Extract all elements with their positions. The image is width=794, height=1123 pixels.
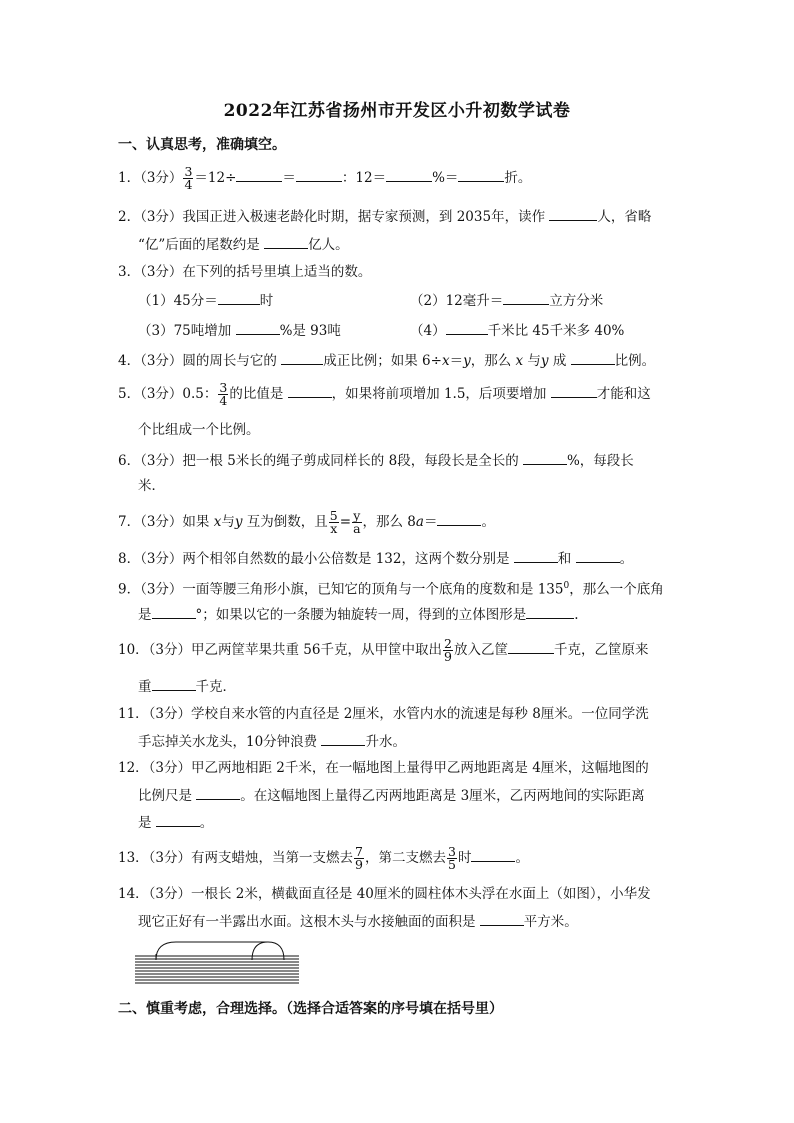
answer-blank[interactable] [288, 383, 332, 398]
answer-blank[interactable] [446, 320, 488, 335]
answer-blank[interactable] [386, 167, 432, 182]
question-11-cont: 手忘掉关水龙头，10分钟浪费 升水。 [138, 731, 406, 752]
question-8: 8．（3分）两个相邻自然数的最小公倍数是 132，这两个数分别是 和 。 [118, 548, 633, 569]
answer-blank[interactable] [156, 812, 200, 827]
fraction: $\frac{3}{5}$ [447, 844, 456, 872]
answer-blank[interactable] [281, 350, 323, 365]
answer-blank[interactable] [526, 604, 574, 619]
section-2-heading: 二、慎重考虑，合理选择。（选择合适答案的序号填在括号里） [118, 1001, 503, 1017]
question-5: 5．（3分）0.5： $\frac{3}{4}$ 的比值是 ，如果将前项增加 1.5，后项要增加 才能和这 [118, 380, 651, 408]
question-3-part-2: （2）12毫升＝ 立方分米 [410, 290, 603, 311]
answer-blank[interactable] [480, 911, 524, 926]
answer-blank[interactable] [514, 548, 558, 563]
answer-blank[interactable] [196, 785, 240, 800]
fraction: $\frac{3}{4}$ [219, 380, 228, 408]
fraction: $\frac{2}{9}$ [444, 636, 452, 664]
fraction: $\frac{5}{x}$ [329, 508, 338, 536]
answer-blank[interactable] [264, 234, 308, 249]
answer-blank[interactable] [236, 320, 280, 335]
question-5-cont: 个比组成一个比例。 [138, 422, 260, 438]
fraction: $\frac{y}{a}$ [353, 508, 361, 536]
question-1: 1．（3分） $\frac{3}{4}$ ＝12÷ ＝ ：12＝ %＝ 折。 [118, 164, 532, 192]
answer-blank[interactable] [508, 639, 554, 654]
question-3: 3．（3分）在下列的括号里填上适当的数。 [118, 264, 372, 280]
question-10: 10．（3分）甲乙两筐苹果共重 56千克，从甲筐中取出 $\frac{2}{9}$ 放入乙筐 千克，乙筐原来 [118, 636, 649, 664]
answer-blank[interactable] [551, 383, 597, 398]
question-7: 7．（3分）如果 x与y 互为倒数，且 $\frac{5}{x}$ = $\frac{y}{a}$ ，那么 8a＝ 。 [118, 508, 495, 536]
question-3-part-1: （1）45分＝ 时 [138, 290, 273, 311]
question-2: 2．（3分）我国正进入极速老龄化时期，据专家预测，到 2035年，读作 人，省略 [118, 206, 651, 227]
question-14: 14．（3分）一根长 2米，横截面直径是 40厘米的圆柱体木头浮在水面上（如图），小华发 [118, 886, 651, 902]
answer-blank[interactable] [437, 511, 481, 526]
floating-log-figure [132, 932, 302, 988]
answer-blank[interactable] [236, 167, 282, 182]
answer-blank[interactable] [218, 290, 260, 305]
question-14-cont: 现它正好有一半露出水面。这根木头与水接触面的面积是 平方米。 [138, 911, 578, 932]
answer-blank[interactable] [523, 450, 567, 465]
answer-blank[interactable] [321, 731, 365, 746]
question-12-cont-2: 是 。 [138, 812, 213, 833]
answer-blank[interactable] [576, 548, 620, 563]
section-1-heading: 一、认真思考，准确填空。 [118, 137, 286, 153]
answer-blank[interactable] [549, 206, 597, 221]
fraction: $\frac{7}{9}$ [355, 844, 363, 872]
question-9: 9．（3分）一面等腰三角形小旗，已知它的顶角与一个底角的度数和是 $135^0$，那么一个底角 [118, 581, 664, 598]
question-10-cont: 重 千克． [138, 676, 236, 697]
question-3-part-3: （3）75吨增加 %是 93吨 [138, 320, 341, 341]
question-9-cont: 是 °；如果以它的一条腰为轴旋转一周，得到的立体图形是 . [138, 604, 579, 625]
question-6: 6．（3分）把一根 5米长的绳子剪成同样长的 8段，每段长是全长的 %，每段长 [118, 450, 634, 471]
answer-blank[interactable] [503, 290, 549, 305]
question-4: 4．（3分）圆的周长与它的 成正比例；如果 6÷x＝y，那么 x 与y 成 比例。 [118, 350, 655, 371]
answer-blank[interactable] [471, 847, 515, 862]
answer-blank[interactable] [296, 167, 342, 182]
fraction: $\frac{3}{4}$ [184, 164, 193, 192]
answer-blank[interactable] [458, 167, 504, 182]
question-3-part-4: （4） 千米比 45千米多 40% [410, 320, 624, 341]
question-11: 11．（3分）学校自来水管的内直径是 2厘米，水管内水的流速是每秒 8厘米。一位同学洗 [118, 706, 649, 722]
answer-blank[interactable] [152, 676, 196, 691]
question-6-cont: 米． [138, 478, 165, 494]
question-2-cont: “亿”后面的尾数约是 亿人。 [138, 234, 349, 255]
question-13: 13．（3分）有两支蜡烛，当第一支燃去 $\frac{7}{9}$ ，第二支燃去 $\frac{3}{5}$ 时 。 [118, 844, 529, 872]
page-title: 2022年江苏省扬州市开发区小升初数学试卷 [223, 101, 571, 121]
answer-blank[interactable] [152, 604, 196, 619]
question-12: 12．（3分）甲乙两地相距 2千米，在一幅地图上量得甲乙两地距离是 4厘米，这幅地图的 [118, 760, 649, 776]
answer-blank[interactable] [571, 350, 615, 365]
question-12-cont-1: 比例尺是 。在这幅地图上量得乙丙两地距离是 3厘米，乙丙两地间的实际距离 [138, 785, 645, 806]
